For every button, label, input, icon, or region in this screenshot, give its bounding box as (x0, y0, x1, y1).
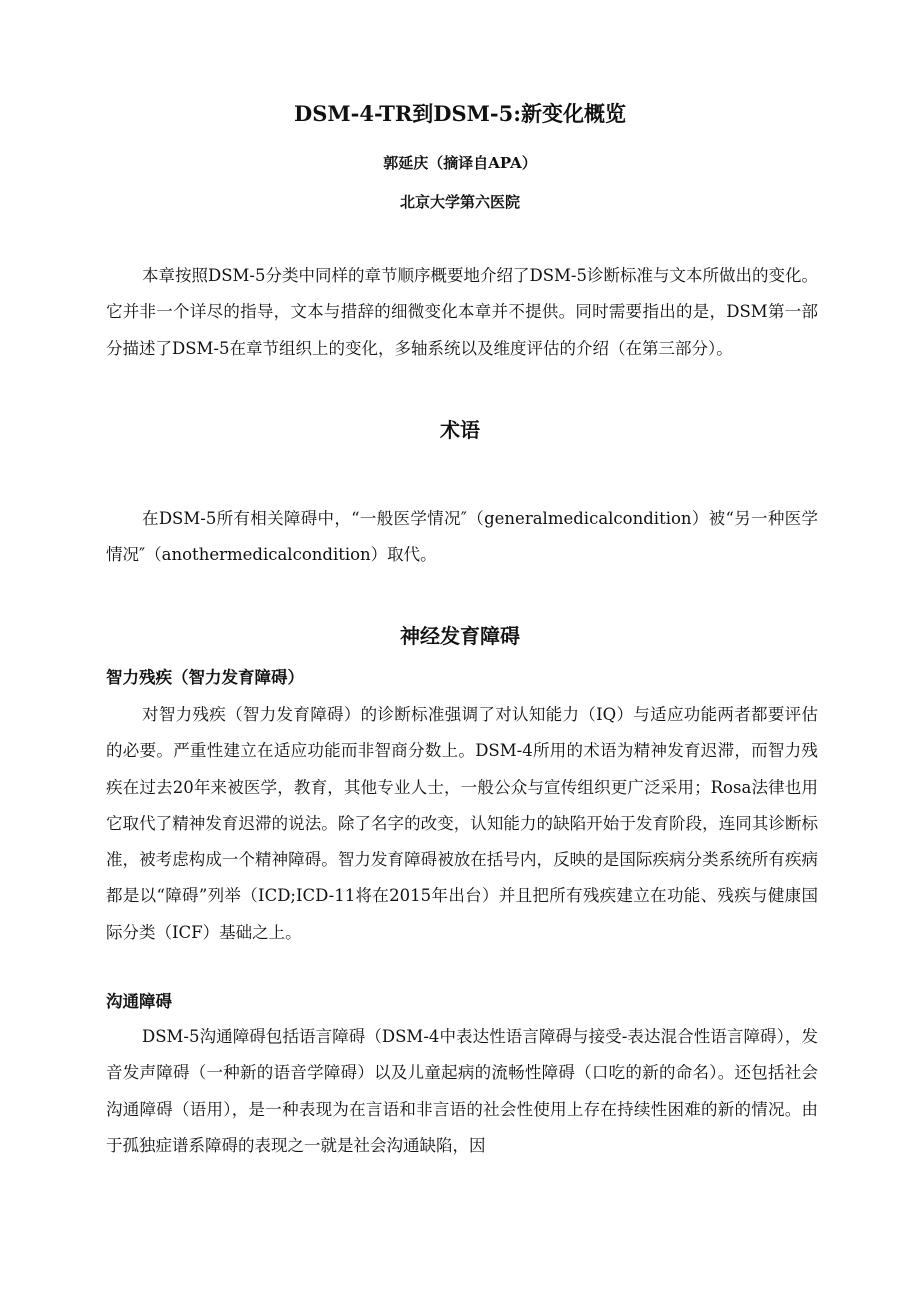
communication-disorders-paragraph: DSM-5沟通障碍包括语言障碍（DSM-4中表达性语言障碍与接受-表达混合性语言障碍），发音发声障碍（一种新的语音学障碍）以及儿童起病的流畅性障碍（口吃的新的命名）。还包括社会沟通障碍（语用），是一种表现为在言语和非言语的社会性使用上存在持续性困难的新的情况。由于孤独症谱系障碍的表现之一就是社会沟通缺陷，因 (106, 1027, 818, 1155)
terminology-paragraph: 在DSM-5所有相关障碍中，“一般医学情况″（generalmedicalcondition）被“另一种医学情况″（anothermedicalcondition）取代。 (106, 509, 818, 565)
intellectual-disability-paragraph: 对智力残疾（智力发育障碍）的诊断标准强调了对认知能力（IQ）与适应功能两者都要评估的必要。严重性建立在适应功能而非智商分数上。DSM-4所用的术语为精神发育迟滞，而智力残疾在过去20年来被医学，教育，其他专业人士，一般公众与宣传组织更广泛采用；Rosa法律也用它取代了精神发育迟滞的说法。除了名字的改变，认知能力的缺陷开始于发育阶段，连同其诊断标准，被考虑构成一个精神障碍。智力发育障碍被放在括号内，反映的是国际疾病分类系统所有疾病都是以“障碍”列举（ICD;ICD-11将在2015年出台）并且把所有残疾建立在功能、残疾与健康国际分类（ICF）基础之上。 (106, 705, 818, 942)
document-title: DSM-4-TR到DSM-5:新变化概览 (294, 101, 626, 126)
section-heading-neurodevelopmental: 神经发育障碍 (400, 624, 520, 648)
author-line: 郭延庆（摘译自APA） (383, 154, 537, 172)
affiliation-line: 北京大学第六医院 (399, 193, 520, 211)
subheading-intellectual-disability: 智力残疾（智力发育障碍） (106, 668, 304, 687)
intro-paragraph: 本章按照DSM-5分类中同样的章节顺序概要地介绍了DSM-5诊断标准与文本所做出的变化。它并非一个详尽的指导，文本与措辞的细微变化本章并不提供。同时需要指出的是，DSM第一部分描述了DSM-5在章节组织上的变化，多轴系统以及维度评估的介绍（在第三部分）。 (106, 266, 819, 358)
section-heading-terminology: 术语 (440, 418, 480, 442)
subheading-communication-disorders: 沟通障碍 (106, 992, 172, 1011)
